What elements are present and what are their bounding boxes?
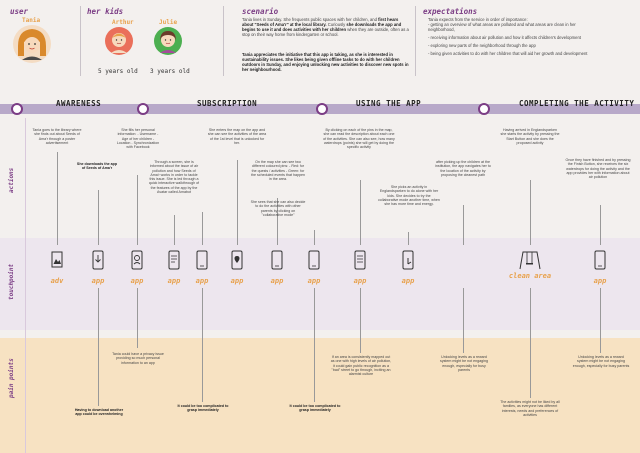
pain-point-note: Having to download another app could be overwhelming xyxy=(74,408,124,417)
kid-name: Arthur xyxy=(112,19,134,26)
touchpoint-row-label: touchpoint xyxy=(8,263,15,300)
phase-using-app: USING THE APP xyxy=(356,99,422,108)
stem xyxy=(137,175,138,245)
touchpoint-app: app xyxy=(589,250,611,285)
row-divider xyxy=(25,118,26,453)
kid-avatar xyxy=(153,26,183,56)
kid-avatar xyxy=(104,26,134,56)
pain-point-note: It could be too complicated to grasp immediately xyxy=(177,404,229,413)
action-note: She picks an activity in Englandsparken to do alone with her kids. She decides to try the collaborative mode another time, when she has more time and energy. xyxy=(378,185,440,207)
divider xyxy=(80,6,81,76)
pain-points-row-label: pain points xyxy=(8,358,15,398)
pain-points-band xyxy=(0,338,640,453)
phone-profile-icon xyxy=(131,250,143,270)
phone-info-icon xyxy=(168,250,180,270)
stem xyxy=(360,288,361,353)
action-note: She enters the map on the app and she can see the activities of the area of the 1st level that is unlocked for her. xyxy=(207,128,267,145)
scenario-header: scenario xyxy=(242,7,279,16)
pain-point-note: Unlocking levels as a reward system might be not engaging enough, especially for busy parents xyxy=(440,355,488,372)
stem xyxy=(463,205,464,245)
stem xyxy=(202,288,203,402)
phone-touch-icon xyxy=(402,250,414,270)
stem xyxy=(463,288,464,353)
phase-awareness: AWARENESS xyxy=(56,99,102,108)
actions-row-label: actions xyxy=(8,167,15,193)
stem xyxy=(408,232,409,245)
touchpoint-app: app xyxy=(126,250,148,285)
user-name: Tania xyxy=(22,17,41,24)
user-header: user xyxy=(10,7,29,16)
kids-header: her kids xyxy=(87,7,124,16)
scenario-text: Tania lives in Sunday. She frequents public spaces with her children, and first hears about "Seeds of Ama'r" at the local library. Curiously she downloads the app and begins to use it and does activities with her children when they are outside, often as a stop on their way home from kindergarten or school. xyxy=(242,17,409,37)
phone-icon xyxy=(196,250,208,270)
stem xyxy=(237,160,238,245)
phone-list-icon xyxy=(354,250,366,270)
action-note: On the map she can see two different coloured pins: - Red: for the quests / activities - Green: for the scheduled events that happen in the area. xyxy=(251,160,305,182)
divider xyxy=(415,6,416,76)
phone-icon xyxy=(594,250,606,270)
touchpoint-app: app xyxy=(303,250,325,285)
stem xyxy=(314,288,315,402)
action-note: By clicking on each of the pins in the map, she can read the description about each one of the activities. She can also see, how many waterdrops (points) she will get by doing the specific activity xyxy=(323,128,395,150)
stem xyxy=(57,152,58,245)
touchpoint-adv: adv xyxy=(46,250,68,285)
stem xyxy=(600,205,601,245)
phase-marker xyxy=(478,103,490,115)
poster-icon xyxy=(51,250,63,270)
stem xyxy=(174,215,175,245)
action-note: after picking up the children at the institution, the app navigates her to the location of the activity by proposing the cleanest path xyxy=(435,160,491,177)
pain-point-note: Tania could have a privacy issue providing so much personal information to an app xyxy=(112,352,164,365)
stem xyxy=(314,230,315,245)
phase-marker xyxy=(11,103,23,115)
touchpoint-app: app xyxy=(226,250,248,285)
action-note: Once they have finished and by pressing the Finish Button, she receives the six waterdrops for doing the activity and the app provides her with information about air pollution xyxy=(565,158,631,180)
stem xyxy=(98,190,99,245)
touchpoint-app: app xyxy=(87,250,109,285)
stem xyxy=(600,288,601,353)
stem xyxy=(530,288,531,398)
user-avatar xyxy=(12,24,52,64)
phase-completing: COMPLETING THE ACTIVITY xyxy=(519,99,635,108)
pain-point-note: If an area is consistently mapped out as one with high levels of air pollution, it could gain public recognition as a "bad" street to go through, inciting an alarmist culture xyxy=(330,355,392,377)
touchpoint-app: app xyxy=(266,250,288,285)
divider xyxy=(223,6,224,76)
touchpoint-clean-area: clean area xyxy=(505,250,555,280)
action-note: She downloads the app of Seeds of Ama'r xyxy=(76,162,118,171)
expectations-header: expectations xyxy=(423,7,478,16)
scenario-text-2: Tania appreciates the initiative that this app is taking, as she is interested in sustainability issues. She likes being given offline tasks to do with her children outdoors in Sunday, and enjoying unlocking new activities to discover new spots in her neighbourhood. xyxy=(242,52,409,72)
pain-point-note: Unlocking levels as a reward system might be not engaging enough, especially for busy parents xyxy=(572,355,630,368)
action-note: Tania goes to the library where she finds out about Seeds of Ama'r through a poster advertisement xyxy=(32,128,82,145)
phase-marker xyxy=(316,103,328,115)
touchpoint-app: app xyxy=(349,250,371,285)
pain-point-note: The activities might not be liked by all families, as everyone has different interests, needs and preferences of activities xyxy=(500,400,560,417)
stem xyxy=(530,180,531,245)
phone-download-icon xyxy=(92,250,104,270)
action-note: She fills her personal information: - Username - Age of her children - Location - Synchronization with Facebook xyxy=(116,128,160,150)
stem xyxy=(360,180,361,245)
phase-subscription: SUBSCRIPTION xyxy=(197,99,258,108)
phone-icon xyxy=(271,250,283,270)
swing-icon xyxy=(518,250,542,270)
phone-icon xyxy=(308,250,320,270)
kid-age: 5 years old xyxy=(98,68,138,75)
pain-point-note: It could be too complicated to grasp immediately xyxy=(289,404,341,413)
stem xyxy=(137,288,138,348)
stem xyxy=(98,288,99,406)
action-note: Having arrived in Englandsparken she starts the activity by pressing the Start Button and she does the proposed activity xyxy=(500,128,560,145)
action-note: Through a screen, she is informed about the issue of air pollution and how Seeds of Ama'r works in order to tackle this issue. She is led through a quick interactive walkthrough of the features of the app by the Avatar called Amabot xyxy=(148,160,200,195)
expectations-list: Tania expects from the service in order of importance: - getting an overview of what areas are polluted and what areas are clean in her neighborhood, - receiving information about air pollution and how it affects children's development - exploring new parts of the neighborhood through the app - being given activities to do with her children that will aid her growth and development xyxy=(428,17,588,56)
phone-map-icon xyxy=(231,250,243,270)
phase-marker xyxy=(137,103,149,115)
touchpoint-app: app xyxy=(397,250,419,285)
action-note: She sees that she can also decide to do the activities with other parents by clicking on "collaborative mode" xyxy=(250,200,306,217)
kid-name: Julie xyxy=(159,19,178,26)
touchpoint-app: app xyxy=(191,250,213,285)
touchpoint-app: app xyxy=(163,250,185,285)
kid-age: 3 years old xyxy=(150,68,190,75)
stem xyxy=(202,212,203,245)
